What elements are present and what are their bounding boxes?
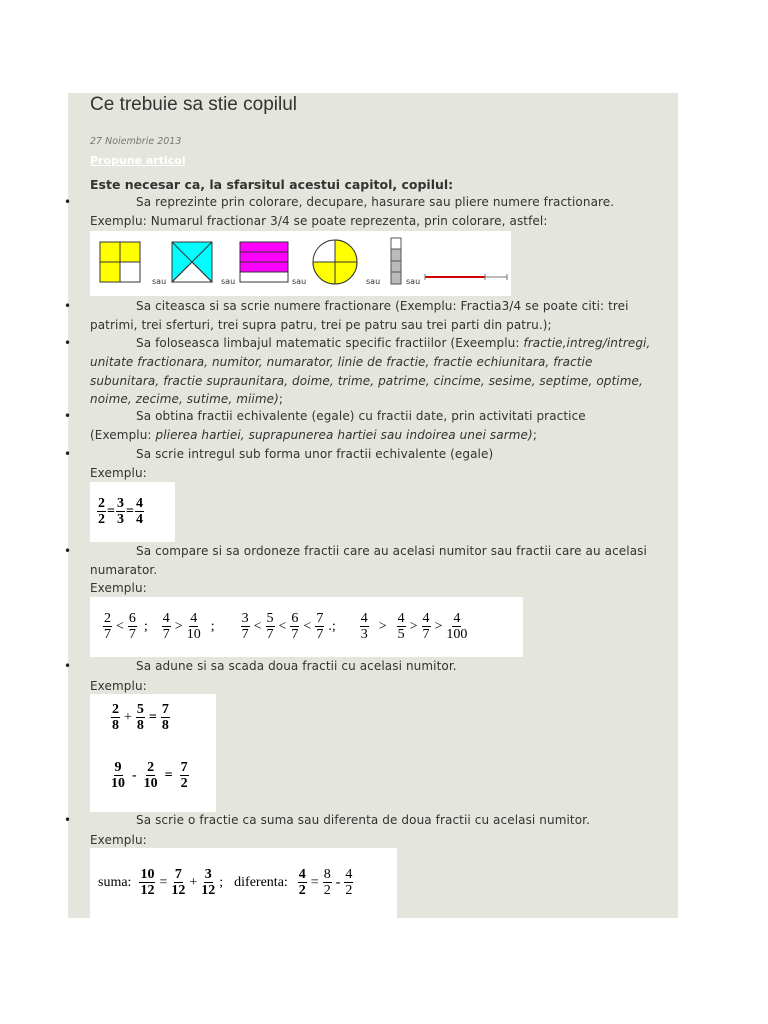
equals-sign: = [125,504,134,519]
fraction [171,867,185,899]
fraction [97,496,106,528]
bullet-icon: • [64,195,72,209]
item-1-line-2: Exemplu: Numarul fractionar 3/4 se poate reprezenta, prin colorare, astfel: [90,214,548,228]
math-token: 4 [345,866,353,882]
fraction [323,867,332,899]
math-token: - [132,768,137,784]
greater-than-sign: > [174,619,183,634]
propune-articol-link[interactable]: Propune articol [90,154,186,167]
fraction [315,611,324,643]
math-token: 7 [180,760,188,775]
fraction [161,702,170,734]
less-than-sign: < [116,619,124,634]
math-token: 7 [316,627,324,643]
math-token: 12 [201,883,216,899]
diferenta-label: diferenta: [234,875,288,890]
item-6-line-1: Sa compare si sa ordoneze fractii care au acelasi numitor sau fractii care au acelasi [136,544,647,558]
fraction [298,867,307,899]
fraction [111,702,120,734]
math-token: 12 [171,883,186,899]
math-token: 5 [136,702,144,717]
math-token: 4 [298,866,306,882]
item-2-line-1: Sa citeasca si sa scrie numere fractionare (Exemplu: Fractia3/4 se poate citi: trei [136,299,629,313]
math-token: 12 [140,883,155,899]
item-3-text: ; [278,392,284,406]
bullet-icon: • [64,299,72,313]
math-token: 2 [98,495,105,511]
math-token: 10 [143,776,158,792]
math-token: 2 [323,883,331,899]
bullet-icon: • [64,409,72,423]
item-7-example-label: Exemplu: [90,679,147,693]
math-token: 3 [360,627,368,643]
page-title: Ce trebuie sa stie copilul [90,94,297,115]
item-6-example-label: Exemplu: [90,581,147,595]
math-token: 4 [422,610,430,626]
bullet-icon: • [64,447,72,461]
subtraction-equation [110,760,190,792]
math-token: 8 [161,718,169,734]
fraction [180,760,189,792]
math-token: 8 [136,718,144,734]
math-token: > [409,619,418,634]
math-token: 7 [291,627,299,643]
math-token: 2 [98,512,105,528]
math-token: = [164,768,173,784]
fraction [201,867,215,899]
fraction [446,611,467,643]
math-token: 7 [316,610,324,626]
separator: ; [210,619,215,634]
item-3-line-4 [90,392,283,406]
math-token: 2 [345,883,353,899]
bullet-icon: • [64,813,72,827]
fraction [360,611,369,643]
math-token: 7 [162,627,170,643]
equivalent-fractions-formula [90,482,175,542]
math-token: 7 [241,627,249,643]
sau-label: sau [406,277,421,286]
fraction [266,611,275,643]
math-token: < [253,619,262,634]
fraction [422,611,431,643]
sau-label: sau [152,277,167,286]
item-8-example-label: Exemplu: [90,833,147,847]
math-token: < [303,619,312,634]
math-token: ; [219,875,224,890]
fraction [136,702,145,734]
sau-label: sau [292,277,307,286]
math-token: 3 [116,495,124,511]
item-3-italic-text: fractie,intreg/intregi, [523,336,651,350]
math-token: > [378,619,387,634]
fraction [344,867,353,899]
fraction [103,611,112,643]
math-token: 4 [190,610,198,626]
math-token: < [278,619,287,634]
fraction-shapes-image [90,231,511,296]
fraction [162,611,171,643]
math-token: 10 [140,866,155,882]
math-token: 7 [128,627,136,643]
separator: .; [328,619,336,634]
item-2-line-2: patrimi, trei sferturi, trei supra patru, trei pe patru sau trei parti din patru.); [90,318,552,332]
item-5-line-1: Sa scrie intregul sub forma unor fractii echivalente (egale) [136,447,494,461]
math-token: 7 [104,627,111,643]
math-token: 100 [446,627,468,643]
addition-equation [110,702,171,734]
math-token: 7 [161,702,169,717]
fraction [135,496,144,528]
math-token: 9 [114,760,122,775]
fraction [111,760,125,792]
math-token: 3 [204,866,212,882]
math-token: 2 [112,702,119,717]
math-token: 5 [397,627,405,643]
math-token: 3 [116,512,124,528]
math-token: + [124,710,132,726]
sau-label: sau [221,277,236,286]
fraction [397,611,406,643]
math-token: 2 [147,760,155,775]
bullet-icon: • [64,544,72,558]
math-token: 7 [422,627,430,643]
item-3-italic-text: noime, zecime, sutime, miime) [90,392,279,406]
math-token: 2 [104,610,111,626]
math-token: 4 [162,610,170,626]
item-6-line-2: numarator. [90,563,158,577]
math-token: 4 [135,512,143,528]
item-1-line-1: Sa reprezinte prin colorare, decupare, hasurare sau pliere numere fractionare. [136,195,615,209]
item-8-line-1: Sa scrie o fractie ca suma sau diferenta de doua fractii cu acelasi numitor. [136,813,591,827]
item-4-line-2 [90,428,537,442]
fraction [128,611,137,643]
item-4-text: (Exemplu: [90,428,156,442]
item-3-text: Sa foloseasca limbajul matematic specific fractiilor (Exeemplu: [136,336,524,350]
math-token: 4 [360,610,368,626]
item-7-line-1: Sa adune si sa scada doua fractii cu acelasi numitor. [136,659,457,673]
sau-label: sau [366,277,381,286]
math-token: 7 [174,866,182,882]
math-token: 7 [266,627,274,643]
math-token: > [434,619,443,634]
math-token: = [148,710,157,726]
math-token: 4 [453,610,461,626]
math-token: 6 [128,610,136,626]
fraction [139,867,155,899]
math-token: 8 [112,718,119,734]
bullet-icon: • [64,659,72,673]
item-3-line-3: subunitara, fractie supraunitara, doime, trime, patrime, cincime, sesime, septime, optime, [90,374,643,388]
article-date: 27 Noiembrie 2013 [90,136,182,147]
separator: ; [143,619,148,634]
fraction [241,611,250,643]
math-token: 10 [186,627,201,643]
math-token: 4 [135,495,143,511]
item-5-example-label: Exemplu: [90,466,147,480]
math-token: 2 [180,776,188,792]
equals-sign: = [107,504,115,519]
math-token: 5 [266,610,274,626]
math-token: 8 [323,866,331,882]
math-token: 2 [298,883,306,899]
fraction [116,496,125,528]
fraction-shapes-svg [90,231,511,296]
fraction [187,611,201,643]
math-token: 10 [111,776,125,792]
math-token: 4 [397,610,405,626]
item-3-line-2: unitate fractionara, numitor, numarator, linie de fractie, fractie echiunitara, fractie [90,355,593,369]
fraction [144,760,158,792]
math-token: 6 [291,610,299,626]
suma-label: suma: [98,875,132,890]
intro-heading: Este necesar ca, la sfarsitul acestui capitol, copilul: [90,177,454,192]
fraction-comparison-formula [90,597,523,657]
math-token: 3 [241,610,249,626]
item-4-line-1: Sa obtina fractii echivalente (egale) cu fractii date, prin activitati practice [136,409,586,423]
item-3-line-1 [136,336,650,350]
item-4-text: ; [532,428,537,442]
add-subtract-formula [90,694,216,812]
bullet-icon: • [64,336,72,350]
item-4-italic-text: plierea hartiei, suprapunerea hartiei sau indoirea unei sarme) [155,428,533,442]
sum-difference-formula: suma: $\frac{10}{12}$ = $\frac{7}{12}$ + $\frac{3}{12}$ ; diferenta: $\frac{4}{2}$ = $\frac{8}{2}$ - $\frac{4}{2}$ [90,848,397,918]
fraction [290,611,299,643]
